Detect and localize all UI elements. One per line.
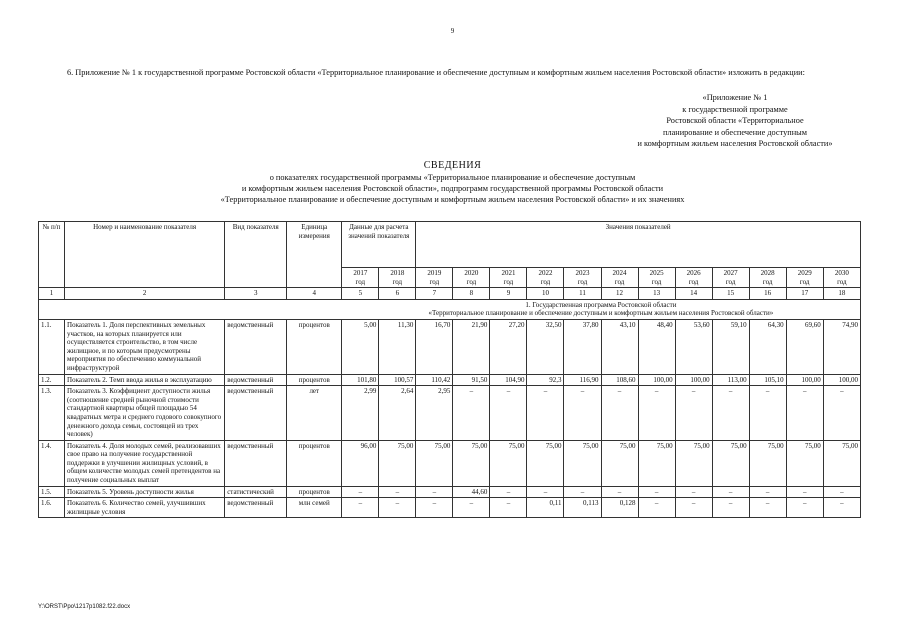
indicator-value: –: [786, 386, 823, 441]
year-value: 2021: [501, 269, 516, 277]
year-unit: год: [837, 277, 847, 286]
indicator-value: 44,60: [453, 486, 490, 498]
indicator-unit: процентов: [287, 440, 342, 486]
indicator-value: 16,70: [416, 319, 453, 374]
year-header: [416, 268, 453, 288]
indicator-value: 2,64: [379, 386, 416, 441]
row-number: 1.2.: [39, 374, 65, 386]
year-value: 2030: [834, 269, 849, 277]
indicator-value: 75,00: [416, 440, 453, 486]
header-base: Данные для расчета значений показателя: [342, 222, 416, 268]
indicator-value: 69,60: [786, 319, 823, 374]
column-number-row: [39, 288, 861, 300]
year-value: 2026: [686, 269, 701, 277]
indicator-value: 27,20: [490, 319, 527, 374]
indicator-unit: процентов: [287, 374, 342, 386]
year-unit: год: [392, 277, 403, 286]
year-value: 2027: [723, 269, 738, 277]
indicator-value: 108,60: [601, 374, 638, 386]
year-header: [527, 268, 564, 288]
indicator-value: –: [527, 486, 564, 498]
indicator-type: ведомственный: [225, 319, 287, 374]
indicator-value: –: [638, 486, 675, 498]
year-value: 2018: [390, 269, 405, 277]
indicator-value: –: [601, 386, 638, 441]
indicator-value: –: [379, 498, 416, 518]
section-line: «Территориальное планирование и обеспечение доступным и комфортным жильем населения Ростовской области»: [428, 309, 774, 318]
indicator-value: 104,90: [490, 374, 527, 386]
indicator-value: 75,00: [823, 440, 860, 486]
indicator-value: –: [342, 498, 379, 518]
indicator-value: 75,00: [601, 440, 638, 486]
year-value: 2023: [575, 269, 590, 277]
table-row: [39, 319, 861, 374]
year-value: 2017: [353, 269, 368, 277]
indicator-value: –: [749, 386, 786, 441]
row-number: 1.4.: [39, 440, 65, 486]
section-line: 1. Государственная программа Ростовской области: [525, 300, 677, 309]
column-number: 12: [601, 288, 638, 300]
indicator-value: 110,42: [416, 374, 453, 386]
indicator-value: –: [712, 498, 749, 518]
indicator-value: 75,00: [638, 440, 675, 486]
year-unit: год: [577, 277, 588, 286]
indicator-value: 113,00: [712, 374, 749, 386]
year-unit: год: [725, 277, 736, 286]
year-value: 2024: [612, 269, 627, 277]
column-number: 5: [342, 288, 379, 300]
year-header: [601, 268, 638, 288]
indicator-type: статистический: [225, 486, 287, 498]
column-number: 2: [65, 288, 225, 300]
indicator-value: –: [379, 486, 416, 498]
section-row: [39, 299, 861, 319]
header-name: Номер и наименование показателя: [65, 222, 225, 288]
indicators-table: [38, 221, 861, 518]
indicator-value: 75,00: [564, 440, 601, 486]
indicator-name: Показатель 1. Доля перспективных земельных участков, на которых планируется или осуществляется строительство, в том числе жилищное, и по которым предусмотрены мероприятия по обеспечению коммунальной инфраструктурой: [65, 319, 225, 374]
year-unit: год: [614, 277, 625, 286]
year-header: [379, 268, 416, 288]
indicator-value: 53,60: [675, 319, 712, 374]
year-unit: год: [799, 277, 810, 286]
indicator-value: 75,00: [749, 440, 786, 486]
indicator-value: –: [675, 386, 712, 441]
document-title: СВЕДЕНИЯ: [423, 160, 482, 171]
indicator-value: 2,99: [342, 386, 379, 441]
indicator-value: –: [786, 486, 823, 498]
indicator-name: Показатель 6. Количество семей, улучшивших жилищные условия: [65, 498, 225, 518]
column-number: 6: [379, 288, 416, 300]
indicator-value: 0,113: [564, 498, 601, 518]
indicator-value: 100,00: [786, 374, 823, 386]
indicator-name: Показатель 3. Коэффициент доступности жилья (соотношение средней рыночной стоимости стандартной квартиры общей площадью 54 квадратных метра и среднего годового совокупного денежного дохода семьи, состоящей из трех человек): [65, 386, 225, 441]
column-number: 7: [416, 288, 453, 300]
year-header: [712, 268, 749, 288]
year-header: [823, 268, 860, 288]
year-unit: год: [503, 277, 514, 286]
row-number: 1.6.: [39, 498, 65, 518]
page-number: 9: [450, 27, 455, 35]
annex-line: «Приложение № 1: [702, 93, 768, 102]
indicator-value: –: [749, 486, 786, 498]
indicator-value: –: [823, 498, 860, 518]
indicator-value: 100,00: [823, 374, 860, 386]
header-type: Вид показателя: [225, 222, 287, 288]
table-row: [39, 486, 861, 498]
year-header: [638, 268, 675, 288]
indicator-value: 105,10: [749, 374, 786, 386]
column-number: 11: [564, 288, 601, 300]
indicator-value: 21,90: [453, 319, 490, 374]
year-value: 2022: [538, 269, 553, 277]
indicator-value: 0,11: [527, 498, 564, 518]
indicator-value: –: [712, 486, 749, 498]
column-number: 1: [39, 288, 65, 300]
row-number: 1.5.: [39, 486, 65, 498]
intro-paragraph: 6. Приложение № 1 к государственной программе Ростовской области «Территориальное планирование и обеспечение доступным и комфортным жильем населения Ростовской области» изложить в редакции:: [67, 68, 805, 77]
year-unit: год: [355, 277, 366, 286]
indicator-value: 75,00: [379, 440, 416, 486]
indicator-value: 5,00: [342, 319, 379, 374]
header-unit: Единица измерения: [287, 222, 342, 288]
indicator-unit: процентов: [287, 486, 342, 498]
indicator-value: 101,80: [342, 374, 379, 386]
subtitle-line: о показателях государственной программы «Территориальное планирование и обеспечение доступным: [269, 173, 636, 182]
indicator-value: –: [601, 486, 638, 498]
year-unit: год: [651, 277, 662, 286]
indicator-value: –: [823, 486, 860, 498]
indicator-value: –: [342, 486, 379, 498]
indicator-value: –: [527, 386, 564, 441]
indicator-value: 37,80: [564, 319, 601, 374]
year-unit: год: [688, 277, 699, 286]
indicator-value: 116,90: [564, 374, 601, 386]
year-value: 2019: [427, 269, 442, 277]
column-number: 9: [490, 288, 527, 300]
indicator-value: 100,00: [638, 374, 675, 386]
indicator-value: 100,00: [675, 374, 712, 386]
column-number: 14: [675, 288, 712, 300]
annex-line: планирование и обеспечение доступным: [663, 127, 807, 137]
column-number: 3: [225, 288, 287, 300]
indicator-type: ведомственный: [225, 440, 287, 486]
indicator-value: 74,90: [823, 319, 860, 374]
indicator-value: 75,00: [453, 440, 490, 486]
indicator-value: –: [749, 498, 786, 518]
indicator-type: ведомственный: [225, 374, 287, 386]
year-value: 2020: [464, 269, 479, 277]
indicator-value: 92,3: [527, 374, 564, 386]
year-value: 2025: [649, 269, 664, 277]
year-unit: год: [429, 277, 440, 286]
column-number: 8: [453, 288, 490, 300]
indicator-name: Показатель 5. Уровень доступности жилья: [65, 486, 225, 498]
indicator-value: –: [675, 486, 712, 498]
indicator-value: –: [786, 498, 823, 518]
column-number: 16: [749, 288, 786, 300]
indicator-value: 64,30: [749, 319, 786, 374]
indicator-value: 32,50: [527, 319, 564, 374]
indicator-unit: лет: [287, 386, 342, 441]
indicator-value: 96,00: [342, 440, 379, 486]
indicator-value: 11,30: [379, 319, 416, 374]
indicator-unit: млн семей: [287, 498, 342, 518]
table-row: [39, 374, 861, 386]
indicator-type: ведомственный: [225, 498, 287, 518]
year-header: [564, 268, 601, 288]
year-unit: год: [762, 277, 773, 286]
indicator-value: 0,128: [601, 498, 638, 518]
indicator-value: –: [638, 386, 675, 441]
indicator-value: –: [823, 386, 860, 441]
year-unit: год: [466, 277, 477, 286]
indicator-value: 75,00: [675, 440, 712, 486]
column-number: 4: [287, 288, 342, 300]
table-row: [39, 440, 861, 486]
indicator-value: –: [638, 498, 675, 518]
year-header: [453, 268, 490, 288]
indicator-value: 91,50: [453, 374, 490, 386]
indicator-value: –: [675, 498, 712, 518]
indicator-value: 75,00: [490, 440, 527, 486]
column-number: 15: [712, 288, 749, 300]
annex-line: и комфортным жильем населения Ростовской области»: [637, 139, 833, 148]
indicator-value: 48,40: [638, 319, 675, 374]
indicator-name: Показатель 4. Доля молодых семей, реализовавших свое право на получение государственной поддержки в улучшении жилищных условий, в общем количестве молодых семей претендентов на получение социальных выплат: [65, 440, 225, 486]
indicator-unit: процентов: [287, 319, 342, 374]
annex-line: Ростовской области «Территориальное: [666, 116, 804, 125]
subtitle-line: «Территориальное планирование и обеспечение доступным и комфортным жильем населения Ростовской области» и их значениях: [220, 195, 685, 204]
row-number: 1.1.: [39, 319, 65, 374]
indicator-value: 59,10: [712, 319, 749, 374]
column-number: 10: [527, 288, 564, 300]
indicator-name: Показатель 2. Темп ввода жилья в эксплуатацию: [65, 374, 225, 386]
indicator-value: –: [490, 386, 527, 441]
section-title: [342, 299, 861, 319]
file-path: Y:\ORST\Ppo\1217p1082.f22.docx: [38, 604, 131, 610]
indicator-value: 43,10: [601, 319, 638, 374]
indicator-value: –: [564, 386, 601, 441]
year-header: [490, 268, 527, 288]
indicator-value: –: [453, 498, 490, 518]
year-value: 2028: [760, 269, 775, 277]
indicator-type: ведомственный: [225, 386, 287, 441]
table-row: [39, 386, 861, 441]
year-header: [749, 268, 786, 288]
column-number: 18: [823, 288, 860, 300]
indicator-value: –: [416, 498, 453, 518]
annex-heading: [605, 92, 865, 150]
table-row: [39, 498, 861, 518]
year-header: [342, 268, 379, 288]
indicator-value: –: [490, 486, 527, 498]
header-values: Значения показателей: [416, 222, 861, 268]
column-number: 17: [786, 288, 823, 300]
indicator-value: 100,57: [379, 374, 416, 386]
subtitle-line: и комфортным жильем населения Ростовской области», подпрограмм государственной программы Ростовской области: [241, 184, 664, 193]
year-value: 2029: [797, 269, 812, 277]
row-number: 1.3.: [39, 386, 65, 441]
table-header-row: [39, 222, 861, 268]
indicator-value: –: [712, 386, 749, 441]
indicator-value: –: [490, 498, 527, 518]
indicator-value: 75,00: [712, 440, 749, 486]
year-header: [675, 268, 712, 288]
header-num: № п/п: [39, 222, 65, 288]
indicator-value: –: [564, 486, 601, 498]
indicator-value: –: [416, 486, 453, 498]
annex-line: к государственной программе: [682, 104, 788, 114]
indicator-value: 2,95: [416, 386, 453, 441]
document-subtitle: [100, 172, 805, 205]
indicator-value: 75,00: [786, 440, 823, 486]
indicator-value: 75,00: [527, 440, 564, 486]
column-number: 13: [638, 288, 675, 300]
year-unit: год: [540, 277, 551, 286]
indicator-value: –: [453, 386, 490, 441]
year-header: [786, 268, 823, 288]
